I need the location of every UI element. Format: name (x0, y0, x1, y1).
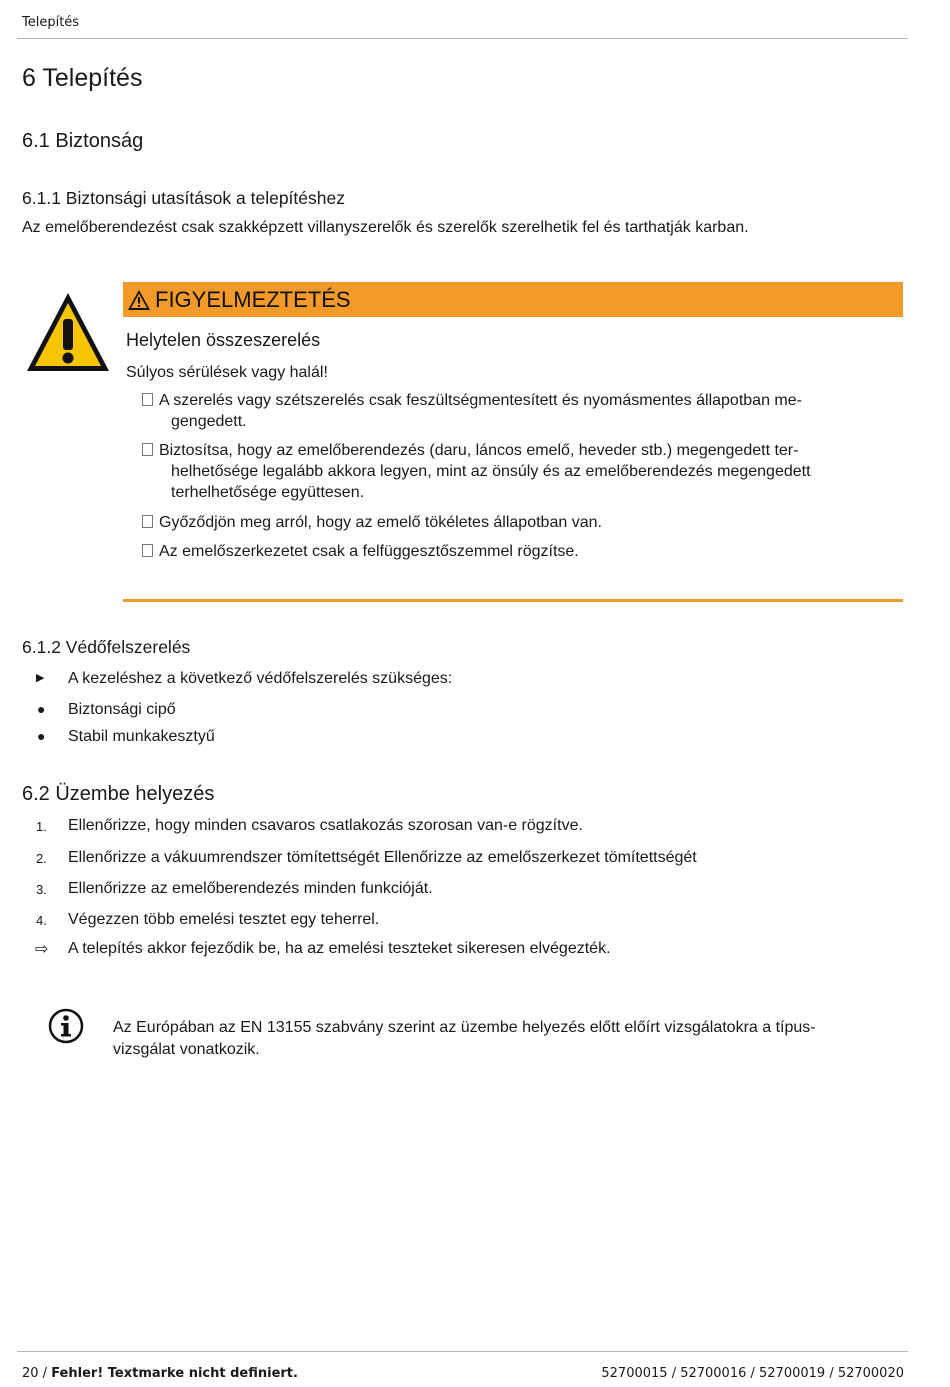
note-text: Az Európában az EN 13155 szabvány szerint az üzembe helyezés előtt előírt vizsgálatokra a típus- vizsgálat vonatkozik. (113, 1019, 816, 1058)
result-text: A telepítés akkor fejeződik be, ha az emelési teszteket sikeresen elvégezték. (68, 940, 611, 957)
warning-triangle-icon (24, 289, 112, 380)
info-icon (48, 1008, 84, 1049)
bullet-icon: ● (37, 728, 46, 744)
warning-item: Győződjön meg arról, hogy az emelő tökéletes állapotban van. (142, 512, 902, 533)
section-title-6-2: 6.2 Üzembe helyezés (22, 783, 215, 805)
header-rule (17, 38, 908, 39)
instruction-text: A kezeléshez a következő védőfelszerelés szükséges: (68, 670, 453, 687)
warning-title: FIGYELMEZTETÉS (155, 286, 351, 312)
section-title-6-1: 6.1 Biztonság (22, 130, 144, 152)
checkbox-bullet-icon (142, 443, 153, 456)
warning-item: Az emelőszerkezetet csak a felfüggesztőszemmel rögzítse. (142, 541, 902, 562)
checkbox-bullet-icon (142, 544, 153, 557)
checkbox-bullet-icon (142, 393, 153, 406)
list-item: Biztonsági cipő (68, 701, 176, 718)
page-number: 20 (22, 1366, 39, 1381)
warning-consequence: Súlyos sérülések vagy halál! (126, 364, 328, 381)
footer-rule (17, 1351, 908, 1352)
checkbox-bullet-icon (142, 515, 153, 528)
warning-item: Biztosítsa, hogy az emelőberendezés (daru, láncos emelő, heveder stb.) megengedett ter- helhetősége legalább akkora legyen, mint az önsúly és az emelőberendezés megengedett terhelhetősége együttesen. (142, 440, 902, 503)
warning-item: A szerelés vagy szétszerelés csak feszültségmentesített és nyomásmentes állapotban me- gengedett. (142, 390, 902, 432)
footer-separator: / (38, 1366, 52, 1381)
bullet-icon: ● (37, 701, 46, 717)
warning-banner (123, 282, 903, 317)
footer-doc-numbers: 52700015 / 52700016 / 52700019 / 52700020 (601, 1366, 904, 1381)
step-text: Végezzen több emelési tesztet egy teherrel. (68, 911, 380, 928)
chapter-title: 6 Telepítés (22, 64, 143, 92)
step-number: 3. (36, 882, 47, 897)
list-item: Stabil munkakesztyű (68, 728, 215, 745)
step-number: 4. (36, 913, 47, 928)
warning-small-icon (127, 289, 151, 311)
section-title-6-1-2: 6.1.2 Védőfelszerelés (22, 637, 191, 657)
instruction-arrow-icon: ▶ (36, 672, 45, 684)
footer-error-text: Fehler! Textmarke nicht definiert. (51, 1366, 298, 1381)
section-6-1-1-text: Az emelőberendezést csak szakképzett villanyszerelők és szerelők szerelhetik fel és tarthatják karban. (22, 219, 749, 236)
warning-bottom-rule (123, 599, 903, 602)
step-text: Ellenőrizze az emelőberendezés minden funkcióját. (68, 880, 433, 897)
step-text: Ellenőrizze a vákuumrendszer tömítettségét Ellenőrizze az emelőszerkezet tömítettségét (68, 849, 697, 866)
running-header: Telepítés (22, 15, 80, 30)
footer-left (22, 1366, 298, 1381)
step-number: 1. (36, 819, 47, 834)
result-arrow-icon: ⇨ (35, 941, 49, 958)
step-text: Ellenőrizze, hogy minden csavaros csatlakozás szorosan van-e rögzítve. (68, 817, 583, 834)
section-title-6-1-1: 6.1.1 Biztonsági utasítások a telepítéshez (22, 188, 345, 208)
step-number: 2. (36, 851, 47, 866)
warning-subtitle: Helytelen összeszerelés (126, 330, 321, 350)
